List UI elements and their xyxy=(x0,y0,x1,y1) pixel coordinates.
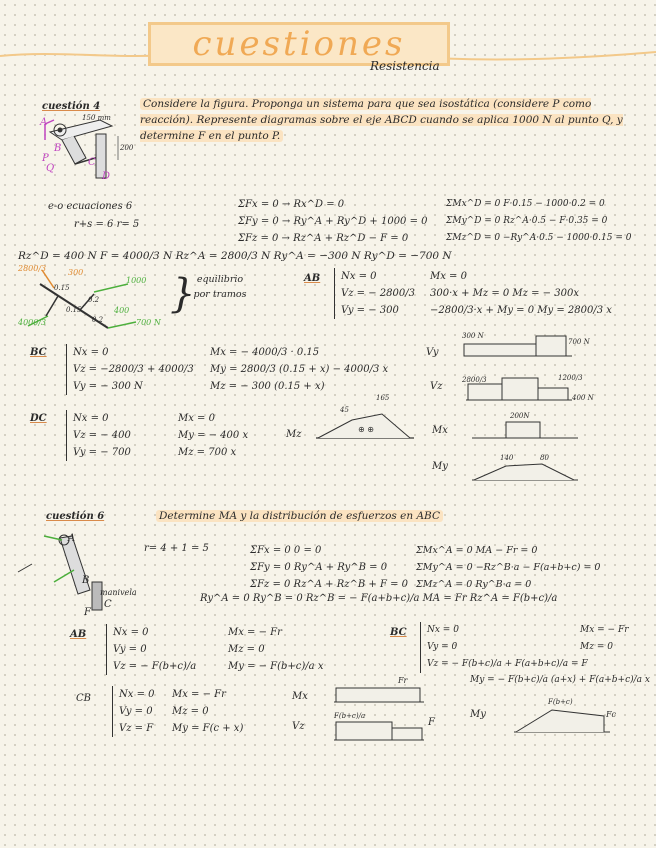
q4-eq-left xyxy=(48,198,139,234)
q4-ab-title: AB xyxy=(304,273,321,284)
q4-eq-left-0: e-o ecuaciones 6 xyxy=(48,201,133,212)
q4-mz-165: 165 xyxy=(376,394,390,402)
svg-text:⊕ ⊕: ⊕ ⊕ xyxy=(358,425,374,434)
q6-ab-row2-2: My = − F(b+c)/a x xyxy=(228,661,324,672)
q4-ab-row-2: Vy = − 300 xyxy=(341,305,399,316)
q4-equilibrio: equilibrio por tramos xyxy=(193,274,247,300)
q4-dc-row-1: Vz = − 400 xyxy=(73,430,131,441)
q4-vy-300: 300 N xyxy=(462,332,484,340)
q4-vz-diagram xyxy=(462,372,612,414)
q4-beam-l6: 700 N xyxy=(136,318,161,327)
q4-eq-right-0: ΣMx^D = 0 F·0.15 − 1000·0.2 = 0 xyxy=(446,199,605,209)
q6-bc-row2-2: My = − F(b+c)/a (a+x) + F(a+b+c)/a x xyxy=(470,675,650,685)
q4-dc-row2-1: My = − 400 x xyxy=(178,430,249,441)
q6-cb-row2-1: Mz = 0 xyxy=(172,706,209,717)
q6-cb-col2 xyxy=(172,686,243,737)
q6-ab-col2 xyxy=(228,624,323,675)
q4-eq-left-1: r+s = 6 r= 5 xyxy=(74,219,140,230)
q4-fig-label-d: D xyxy=(102,171,111,182)
q4-mx-label: Mx xyxy=(432,425,448,436)
q4-fig-dim: 150 mm xyxy=(82,114,111,122)
q6-mx-fr: Fr xyxy=(398,676,408,685)
q4-mz-diagram xyxy=(314,394,424,454)
q6-cb-row2-0: Mx = − Fr xyxy=(172,689,226,700)
q4-vy-label: Vy xyxy=(426,347,439,358)
q6-eq-mid-1: ΣFy = 0 Ry^A + Ry^B = 0 xyxy=(250,562,388,573)
q4-vz-400: 400 N xyxy=(572,394,594,402)
q6-ab-row-2: Vz = − F(b+c)/a xyxy=(113,661,197,672)
q6-ab-row2-1: Mz = 0 xyxy=(228,644,265,655)
q4-beam-l4: 4000/3 xyxy=(18,318,47,327)
q4-fig-label-p: P xyxy=(42,153,49,164)
q6-cb-row-1: Vy = 0 xyxy=(119,706,153,717)
q4-results: Rz^D = 400 N F = 4000/3 N Rz^A = 2800/3 N Ry^A = −300 N Ry^D = −700 N xyxy=(18,250,452,262)
q4-bc-row2-2: Mz = − 300 (0.15 + x) xyxy=(210,381,325,392)
q4-eq-mid-0: ΣFx = 0 → Rx^D = 0 xyxy=(238,199,345,210)
q6-fig-a: A xyxy=(68,533,76,544)
q6-ab-row2-0: Mx = − Fr xyxy=(228,627,282,638)
q6-mx-label: Mx xyxy=(292,691,308,702)
q6-cb-row2-2: My = F(c + x) xyxy=(172,723,244,734)
q6-mx-diagram xyxy=(332,678,442,714)
q4-vz-1200: 1200/3 xyxy=(558,374,583,382)
q4-bc-row-0: Nx = 0 xyxy=(73,347,109,358)
q4-fig-label-a: A xyxy=(40,117,48,128)
q6-my-label: My xyxy=(470,709,486,720)
q4-bc-row-2: Vy = − 300 N xyxy=(73,381,143,392)
q4-statement xyxy=(140,96,630,144)
q4-eq-mid-1: ΣFy = 0 → Ry^A + Ry^D + 1000 = 0 xyxy=(238,216,428,227)
q4-brace: } xyxy=(170,271,196,317)
q4-ab-row2-0: Mx = 0 xyxy=(430,271,467,282)
q4-beam-m2: 0.2 xyxy=(88,296,100,304)
q6-fig-manivela: manivela xyxy=(100,588,137,597)
q4-bc-col2 xyxy=(210,344,388,395)
q6-ab-row-1: Vy = 0 xyxy=(113,644,147,655)
q4-bc-row2-0: Mx = − 4000/3 · 0.15 xyxy=(210,347,320,358)
q6-fig-f: F xyxy=(84,607,91,618)
q6-vz-diagram xyxy=(332,712,442,752)
q6-vz-f: F xyxy=(428,717,435,728)
q6-vz-label: Vz xyxy=(292,721,305,732)
q6-vz-fbc: F(b+c)/a xyxy=(334,712,366,720)
q4-bc-row2-1: My = 2800/3 (0.15 + x) − 4000/3 x xyxy=(210,364,389,375)
q4-dc-row2-0: Mx = 0 xyxy=(178,413,215,424)
q4-ab-row2-1: 300·x + Mz = 0 Mz = − 300x xyxy=(430,288,579,299)
q4-bc-col1 xyxy=(66,344,194,395)
q4-beam-l5: 400 xyxy=(114,306,130,315)
q6-statement-text: Determine MA y la distribución de esfuerzos en ABC xyxy=(156,510,443,522)
q4-beam-sketch xyxy=(18,266,168,340)
q6-ab-row-0: Nx = 0 xyxy=(113,627,149,638)
q4-mx-diagram xyxy=(470,414,590,450)
q6-bc-col2a xyxy=(580,622,629,656)
page-subtitle: Resistencia xyxy=(370,59,440,73)
q6-eq-right-2: ΣMz^A = 0 Ry^B·a = 0 xyxy=(416,579,532,590)
q6-bc-row-0: Nx = 0 xyxy=(427,625,459,635)
q6-figure xyxy=(14,524,144,620)
q6-bc-row2-0: Mx = − Fr xyxy=(580,625,629,635)
q4-my-80: 80 xyxy=(540,454,549,462)
q4-mz-label: Mz xyxy=(286,429,302,440)
q4-eq-right xyxy=(446,196,631,247)
q4-vz-2800: 2800/3 xyxy=(462,376,487,384)
q4-dc-row-0: Nx = 0 xyxy=(73,413,109,424)
q6-cb-row-2: Vz = F xyxy=(119,723,154,734)
q4-dc-title: DC xyxy=(30,413,47,424)
q6-cb-row-0: Nx = 0 xyxy=(119,689,155,700)
q4-beam-m4: 0.2 xyxy=(92,316,104,324)
q4-ab-row-1: Vz = − 2800/3 xyxy=(341,288,415,299)
q4-eq-mid-2: ΣFz = 0 → Rz^A + Rz^D − F = 0 xyxy=(238,233,409,244)
q6-bc-row-2: Vz = − F(b+c)/a + F(a+b+c)/a = F xyxy=(427,659,588,669)
q4-dc-row2-2: Mz = 700 x xyxy=(178,447,237,458)
q4-beam-m1: 0.15 xyxy=(54,284,70,292)
q6-eq-right-0: ΣMx^A = 0 MA − Fr = 0 xyxy=(416,545,538,556)
q4-label: cuestión 4 xyxy=(42,101,101,112)
q4-bc-title: BC xyxy=(30,347,47,358)
q6-my-fc: Fc xyxy=(606,710,617,719)
q4-fig-label-q: Q xyxy=(46,163,55,174)
q4-bc-row-1: Vz = −2800/3 + 4000/3 xyxy=(73,364,194,375)
q6-eq-mid-2: ΣFz = 0 Rz^A + Rz^B + F = 0 xyxy=(250,579,408,590)
q6-ab-col1 xyxy=(106,624,196,675)
q4-mx-200: 200N xyxy=(510,412,530,420)
q4-statement-text: Considere la figura. Proponga un sistema para que sea isostática (considere P como reacción). Represente diagramas sobre el eje ABCD cuando se aplica 1000 N al punto Q, y determine F en el punto P. xyxy=(140,98,623,142)
q4-my-label: My xyxy=(432,461,448,472)
q6-bc-row2-1: Mz = 0 xyxy=(580,642,613,652)
q4-my-140: 140 xyxy=(500,454,514,462)
q6-eq-left: r= 4 + 1 = 5 xyxy=(144,543,209,554)
q4-vy-diagram xyxy=(462,332,602,372)
q4-fig-dim2: 200 xyxy=(120,144,134,152)
q4-ab-col1 xyxy=(334,268,415,319)
q6-fig-c: C xyxy=(104,599,112,610)
q4-eq-mid xyxy=(238,196,428,247)
q4-ab-row2-2: −2800/3·x + My = 0 My = 2800/3 x xyxy=(430,305,612,316)
q6-fig-b: B xyxy=(82,575,90,586)
q4-vz-label: Vz xyxy=(430,381,443,392)
q4-beam-l1: 2800/3 xyxy=(18,264,47,273)
q4-my-diagram xyxy=(470,452,590,492)
q4-eq-right-2: ΣMz^D = 0 −Ry^A·0.5 − 1000·0.15 = 0 xyxy=(446,233,632,243)
q4-beam-l2: 300 xyxy=(68,268,84,277)
q4-beam-m3: 0.15 xyxy=(66,306,82,314)
q4-ab-row-0: Nx = 0 xyxy=(341,271,377,282)
q4-mz-45: 45 xyxy=(340,406,349,414)
q6-cb-title: CB xyxy=(76,693,91,704)
q6-eq-mid-0: ΣFx = 0 0 = 0 xyxy=(250,545,322,556)
q4-dc-row-2: Vy = − 700 xyxy=(73,447,131,458)
q4-beam-l3: 1000 xyxy=(126,276,147,285)
q6-bc-title: BC xyxy=(390,627,407,638)
q6-eq-mid xyxy=(250,542,408,593)
q6-my-diagram xyxy=(512,694,632,744)
q6-statement xyxy=(156,508,443,524)
q6-ab-title: AB xyxy=(70,629,87,640)
q4-fig-label-c: C xyxy=(88,157,96,168)
q4-ab-col2 xyxy=(430,268,612,319)
q4-fig-label-b: B xyxy=(54,143,62,154)
q4-eq-right-1: ΣMy^D = 0 Rz^A·0.5 − F·0.35 = 0 xyxy=(446,216,608,226)
q6-bc-row-1: Vy = 0 xyxy=(427,642,458,652)
q6-bc-col1 xyxy=(420,622,588,673)
q4-figure xyxy=(40,112,140,187)
q6-cb-col1 xyxy=(112,686,155,737)
page-title: cuestiones xyxy=(192,24,406,64)
q6-eq-right xyxy=(416,542,600,593)
q4-dc-col2 xyxy=(178,410,248,461)
q4-dc-col1 xyxy=(66,410,131,461)
q6-label: cuestión 6 xyxy=(46,511,105,522)
q6-results: Ry^A = 0 Ry^B = 0 Rz^B = − F(a+b+c)/a MA = Fr Rz^A = F(b+c)/a xyxy=(200,593,558,604)
q4-vy-700: 700 N xyxy=(568,338,590,346)
q6-my-fbc: F(b+c) xyxy=(548,698,573,706)
q6-eq-right-1: ΣMy^A = 0 −Rz^B·a − F(a+b+c) = 0 xyxy=(416,562,601,573)
